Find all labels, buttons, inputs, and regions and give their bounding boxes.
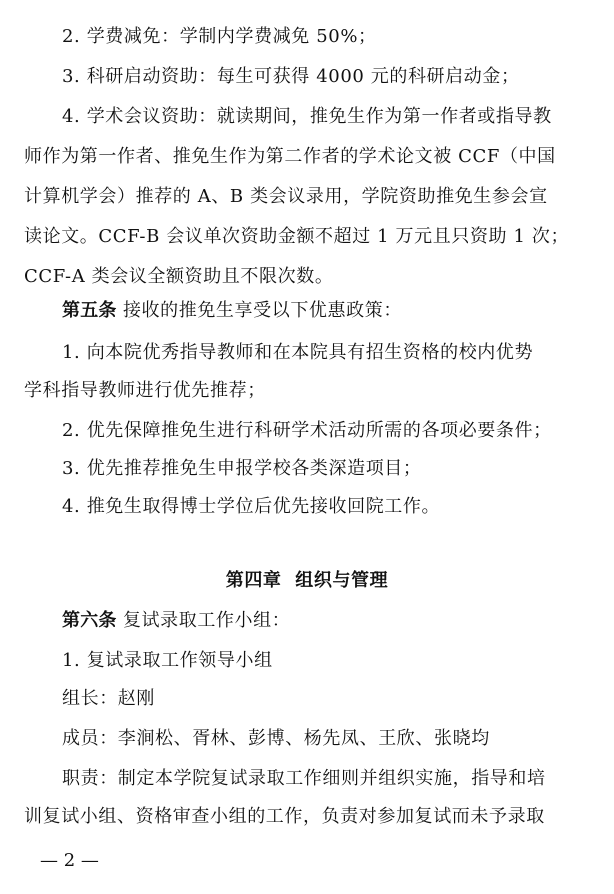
article-5-term: 第五条 — [62, 300, 117, 321]
item-conference-line-2: 师作为第一作者、推免生作为第二作者的学术论文被 CCF（中国 — [24, 146, 556, 167]
item-conference-line-3: 计算机学会）推荐的 A、B 类会议录用，学院资助推免生参会宣 — [24, 186, 548, 207]
item-research-startup: 3. 科研启动资助：每生可获得 4000 元的科研启动金； — [62, 66, 520, 87]
duty-line-1: 职责：制定本学院复试录取工作细则并组织实施，指导和培 — [62, 768, 546, 789]
a5-item-1-line-2: 学科指导教师进行优先推荐； — [24, 380, 266, 401]
item-conference-line-5: CCF-A 类会议全额资助且不限次数。 — [24, 266, 334, 287]
a5-item-2: 2. 优先保障推免生进行科研学术活动所需的各项必要条件； — [62, 420, 552, 441]
article-6-term: 第六条 — [62, 610, 117, 631]
leader-line: 组长：赵刚 — [62, 688, 155, 709]
article-6-text: 复试录取工作小组： — [122, 610, 291, 631]
item-conference-line-4: 读论文。CCF-B 会议单次资助金额不超过 1 万元且只资助 1 次； — [24, 226, 570, 247]
item-conference-line-1: 4. 学术会议资助：就读期间，推免生作为第一作者或指导教 — [62, 106, 552, 127]
chapter-4-title: 第四章 组织与管理 — [225, 570, 389, 591]
members-line: 成员：李涧松、胥林、彭博、杨先凤、王欣、张晓均 — [62, 728, 490, 749]
a6-item-1: 1. 复试录取工作领导小组 — [62, 650, 273, 671]
duty-line-2: 训复试小组、资格审查小组的工作，负责对参加复试而未予录取 — [24, 806, 545, 827]
a5-item-1-line-1: 1. 向本院优秀指导教师和在本院具有招生资格的校内优势 — [62, 342, 534, 363]
article-5-text: 接收的推免生享受以下优惠政策： — [122, 300, 402, 321]
a5-item-3: 3. 优先推荐推免生申报学校各类深造项目； — [62, 458, 422, 479]
page-number: — 2 — — [40, 850, 99, 871]
article-6-heading — [62, 610, 590, 632]
a5-item-4: 4. 推免生取得博士学位后优先接收回院工作。 — [62, 496, 441, 517]
item-tuition-waiver: 2. 学费减免：学制内学费减免 50%； — [62, 26, 377, 47]
article-5-heading — [62, 300, 590, 322]
